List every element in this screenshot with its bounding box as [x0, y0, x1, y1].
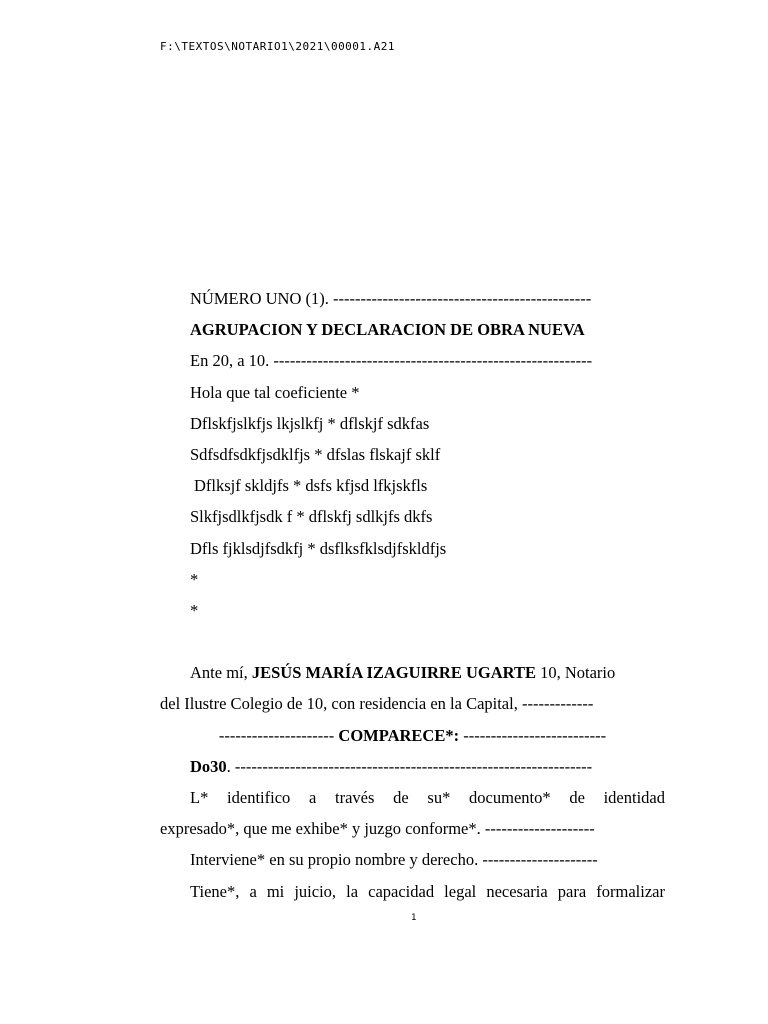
- identify-line-2: expresado*, que me exhibe* y juzgo conforme*. --------------------: [160, 819, 595, 839]
- notary-intro: Ante mí,: [190, 663, 248, 683]
- body-line: Sdfsdfsdkfjsdklfjs * dfslas flskajf sklf: [190, 444, 441, 464]
- notary-rest: 10, Notario: [540, 663, 616, 683]
- body-line: Dflskfjslkfjs lkjslkfj * dflskjf sdkfas: [190, 413, 430, 433]
- body-line: *: [190, 600, 199, 620]
- intervenes-line: Interviene* en su propio nombre y derecho. ---------------------: [190, 850, 598, 870]
- file-path-header: F:\TEXTOS\NOTARIO1\2021\00001.A21: [160, 40, 396, 53]
- body-line: Dflksjf skldjfs * dsfs kfjsd lfkjskfls: [194, 476, 428, 496]
- deed-number-line: NÚMERO UNO (1). -----------------------------------------------: [190, 289, 592, 308]
- body-line: Hola que tal coeficiente *: [190, 382, 360, 402]
- place-date-line: En 20, a 10. ----------------------------------------------------------: [190, 351, 593, 371]
- body-line: Dfls fjklsdjfsdkfj * dsflksfklsdjfskldfjs: [190, 538, 447, 558]
- identify-line: L* identifico a través de su* documento* de identidad: [190, 788, 665, 807]
- notary-line: [160, 657, 665, 688]
- deed-title: AGRUPACION Y DECLARACION DE OBRA NUEVA: [190, 320, 585, 340]
- capacity-line: Tiene*, a mi juicio, la capacidad legal necesaria para formalizar: [190, 881, 665, 901]
- party-line: Do30. -----------------------------------------------------------------: [190, 756, 593, 776]
- notary-line-2: del Ilustre Colegio de 10, con residencia en la Capital, -------------: [160, 694, 594, 714]
- party-name: Do30: [190, 756, 227, 776]
- body-line: *: [190, 569, 199, 589]
- body-line: Slkfjsdlkfjsdk f * dflskfj sdlkjfs dkfs: [190, 507, 433, 527]
- blank-line: [160, 626, 665, 657]
- page-number: 1: [411, 913, 417, 923]
- notary-name: JESÚS MARÍA IZAGUIRRE UGARTE: [251, 663, 536, 683]
- comparece-line: --------------------- COMPARECE*: --------------------------: [218, 725, 607, 745]
- comparece-heading: COMPARECE*:: [338, 725, 460, 745]
- document-body: [160, 283, 665, 907]
